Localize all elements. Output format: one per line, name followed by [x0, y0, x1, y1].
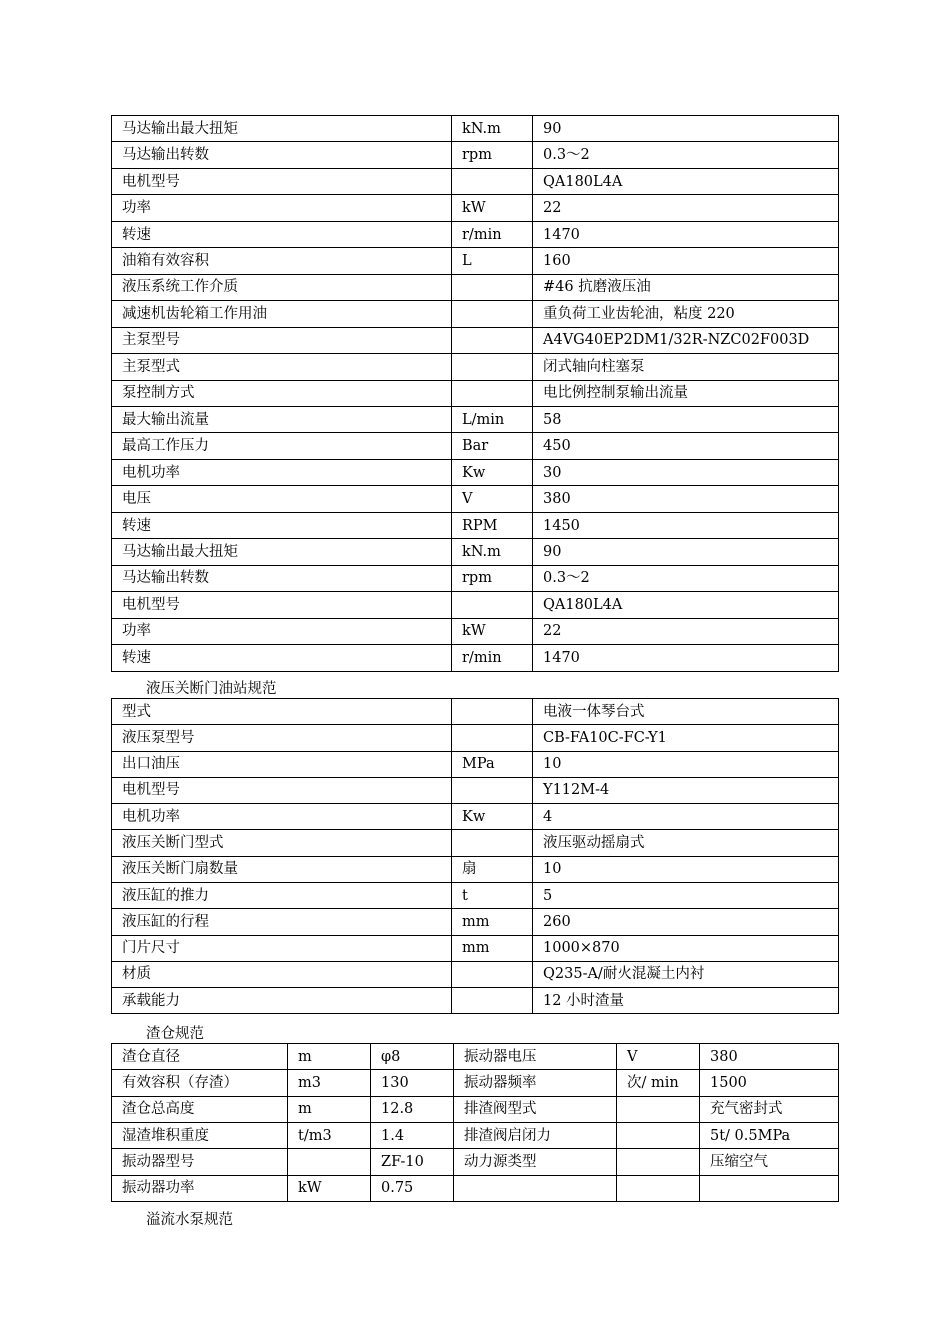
- param-name-cell: 振动器功率: [112, 1175, 288, 1201]
- unit-cell: Bar: [452, 433, 533, 459]
- param-name-cell: 最高工作压力: [112, 433, 452, 459]
- motor-pump-spec-table: [111, 115, 839, 672]
- unit-cell: Kw: [452, 804, 533, 830]
- value-cell: 重负荷工业齿轮油，粘度 220: [533, 301, 839, 327]
- param-name-cell: 功率: [112, 618, 452, 644]
- value-cell: Y112M-4: [533, 777, 839, 803]
- param-name-cell: 振动器电压: [454, 1044, 617, 1070]
- value-cell: φ8: [371, 1044, 454, 1070]
- param-name-cell: 湿渣堆积重度: [112, 1122, 288, 1148]
- unit-cell: [452, 777, 533, 803]
- value-cell: 1500: [700, 1070, 839, 1096]
- unit-cell: t/m3: [288, 1122, 371, 1148]
- unit-cell: m: [288, 1096, 371, 1122]
- unit-cell: [617, 1149, 700, 1175]
- table-row: [112, 1122, 839, 1148]
- value-cell: 1470: [533, 221, 839, 247]
- value-cell: 58: [533, 406, 839, 432]
- unit-cell: rpm: [452, 565, 533, 591]
- value-cell: 90: [533, 116, 839, 142]
- value-cell: 130: [371, 1070, 454, 1096]
- unit-cell: V: [617, 1044, 700, 1070]
- unit-cell: [617, 1175, 700, 1201]
- unit-cell: m3: [288, 1070, 371, 1096]
- unit-cell: kN.m: [452, 539, 533, 565]
- table-row: [112, 988, 839, 1014]
- hydraulic-shutoff-door-oil-station-caption: 液压关断门油站规范: [146, 681, 277, 697]
- param-name-cell: [454, 1175, 617, 1201]
- value-cell: 22: [533, 195, 839, 221]
- value-cell: 12.8: [371, 1096, 454, 1122]
- table-row: [112, 248, 839, 274]
- value-cell: CB-FA10C-FC-Y1: [533, 725, 839, 751]
- unit-cell: 扇: [452, 856, 533, 882]
- value-cell: ZF-10: [371, 1149, 454, 1175]
- slag-bin-spec-caption: 渣仓规范: [146, 1026, 204, 1042]
- table-row: [112, 539, 839, 565]
- value-cell: Q235-A/耐火混凝土内衬: [533, 961, 839, 987]
- value-cell: 4: [533, 804, 839, 830]
- unit-cell: [452, 327, 533, 353]
- unit-cell: t: [452, 882, 533, 908]
- param-name-cell: 型式: [112, 699, 452, 725]
- param-name-cell: 转速: [112, 512, 452, 538]
- table-row: [112, 935, 839, 961]
- param-name-cell: 电机功率: [112, 459, 452, 485]
- table-row: [112, 777, 839, 803]
- param-name-cell: 有效容积（存渣）: [112, 1070, 288, 1096]
- param-name-cell: 马达输出转数: [112, 565, 452, 591]
- value-cell: QA180L4A: [533, 592, 839, 618]
- unit-cell: MPa: [452, 751, 533, 777]
- unit-cell: rpm: [452, 142, 533, 168]
- table-row: [112, 512, 839, 538]
- param-name-cell: 液压缸的推力: [112, 882, 452, 908]
- param-name-cell: 材质: [112, 961, 452, 987]
- hydraulic-shutoff-door-spec-table: [111, 698, 839, 1014]
- table-row: [112, 882, 839, 908]
- param-name-cell: 马达输出最大扭矩: [112, 539, 452, 565]
- unit-cell: Kw: [452, 459, 533, 485]
- param-name-cell: 液压关断门扇数量: [112, 856, 452, 882]
- value-cell: #46 抗磨液压油: [533, 274, 839, 300]
- param-name-cell: 动力源类型: [454, 1149, 617, 1175]
- table-row: [112, 592, 839, 618]
- param-name-cell: 排渣阀型式: [454, 1096, 617, 1122]
- value-cell: 0.3～2: [533, 142, 839, 168]
- value-cell: 260: [533, 909, 839, 935]
- table-row: [112, 195, 839, 221]
- value-cell: 0.75: [371, 1175, 454, 1201]
- value-cell: 电比例控制泵输出流量: [533, 380, 839, 406]
- table-row: [112, 380, 839, 406]
- value-cell: 闭式轴向柱塞泵: [533, 354, 839, 380]
- unit-cell: [617, 1122, 700, 1148]
- value-cell: QA180L4A: [533, 168, 839, 194]
- value-cell: 380: [533, 486, 839, 512]
- unit-cell: L/min: [452, 406, 533, 432]
- param-name-cell: 电机型号: [112, 592, 452, 618]
- unit-cell: [288, 1149, 371, 1175]
- param-name-cell: 渣仓直径: [112, 1044, 288, 1070]
- param-name-cell: 排渣阀启闭力: [454, 1122, 617, 1148]
- table-row: [112, 486, 839, 512]
- table-row: [112, 725, 839, 751]
- table-row: [112, 433, 839, 459]
- overflow-water-pump-spec-caption: 溢流水泵规范: [146, 1212, 233, 1228]
- unit-cell: r/min: [452, 645, 533, 671]
- table-row: [112, 1149, 839, 1175]
- unit-cell: [452, 592, 533, 618]
- unit-cell: mm: [452, 909, 533, 935]
- table-row: [112, 1044, 839, 1070]
- value-cell: 1450: [533, 512, 839, 538]
- table-row: [112, 618, 839, 644]
- table-row: [112, 274, 839, 300]
- value-cell: 压缩空气: [700, 1149, 839, 1175]
- table-row: [112, 406, 839, 432]
- param-name-cell: 转速: [112, 221, 452, 247]
- table-row: [112, 961, 839, 987]
- param-name-cell: 电机功率: [112, 804, 452, 830]
- unit-cell: [452, 168, 533, 194]
- unit-cell: [617, 1096, 700, 1122]
- param-name-cell: 振动器频率: [454, 1070, 617, 1096]
- unit-cell: kW: [288, 1175, 371, 1201]
- unit-cell: [452, 725, 533, 751]
- param-name-cell: 液压泵型号: [112, 725, 452, 751]
- table-row: [112, 168, 839, 194]
- unit-cell: [452, 961, 533, 987]
- table-row: [112, 116, 839, 142]
- param-name-cell: 泵控制方式: [112, 380, 452, 406]
- table-row: [112, 751, 839, 777]
- unit-cell: kW: [452, 195, 533, 221]
- unit-cell: [452, 988, 533, 1014]
- value-cell: 1.4: [371, 1122, 454, 1148]
- param-name-cell: 振动器型号: [112, 1149, 288, 1175]
- unit-cell: L: [452, 248, 533, 274]
- table-row: [112, 221, 839, 247]
- param-name-cell: 电机型号: [112, 168, 452, 194]
- unit-cell: [452, 699, 533, 725]
- table-row: [112, 909, 839, 935]
- unit-cell: kW: [452, 618, 533, 644]
- param-name-cell: 功率: [112, 195, 452, 221]
- value-cell: 10: [533, 751, 839, 777]
- param-name-cell: 出口油压: [112, 751, 452, 777]
- value-cell: 90: [533, 539, 839, 565]
- unit-cell: mm: [452, 935, 533, 961]
- param-name-cell: 马达输出最大扭矩: [112, 116, 452, 142]
- value-cell: 5: [533, 882, 839, 908]
- table-row: [112, 327, 839, 353]
- value-cell: 160: [533, 248, 839, 274]
- unit-cell: kN.m: [452, 116, 533, 142]
- unit-cell: V: [452, 486, 533, 512]
- value-cell: 0.3～2: [533, 565, 839, 591]
- value-cell: 450: [533, 433, 839, 459]
- param-name-cell: 门片尺寸: [112, 935, 452, 961]
- param-name-cell: 最大输出流量: [112, 406, 452, 432]
- param-name-cell: 电压: [112, 486, 452, 512]
- param-name-cell: 转速: [112, 645, 452, 671]
- value-cell: 12 小时渣量: [533, 988, 839, 1014]
- param-name-cell: 马达输出转数: [112, 142, 452, 168]
- unit-cell: [452, 301, 533, 327]
- param-name-cell: 减速机齿轮箱工作用油: [112, 301, 452, 327]
- unit-cell: r/min: [452, 221, 533, 247]
- value-cell: 1000×870: [533, 935, 839, 961]
- unit-cell: RPM: [452, 512, 533, 538]
- table-row: [112, 645, 839, 671]
- table-row: [112, 354, 839, 380]
- value-cell: 5t/ 0.5MPa: [700, 1122, 839, 1148]
- value-cell: 22: [533, 618, 839, 644]
- param-name-cell: 渣仓总高度: [112, 1096, 288, 1122]
- table-row: [112, 804, 839, 830]
- param-name-cell: 液压系统工作介质: [112, 274, 452, 300]
- unit-cell: m: [288, 1044, 371, 1070]
- table-row: [112, 1070, 839, 1096]
- unit-cell: [452, 830, 533, 856]
- table-row: [112, 565, 839, 591]
- value-cell: 充气密封式: [700, 1096, 839, 1122]
- unit-cell: [452, 274, 533, 300]
- value-cell: [700, 1175, 839, 1201]
- unit-cell: [452, 354, 533, 380]
- value-cell: 10: [533, 856, 839, 882]
- value-cell: 液压驱动摇扇式: [533, 830, 839, 856]
- unit-cell: 次/ min: [617, 1070, 700, 1096]
- param-name-cell: 主泵型号: [112, 327, 452, 353]
- param-name-cell: 油箱有效容积: [112, 248, 452, 274]
- value-cell: 30: [533, 459, 839, 485]
- value-cell: 380: [700, 1044, 839, 1070]
- param-name-cell: 承载能力: [112, 988, 452, 1014]
- table-row: [112, 856, 839, 882]
- param-name-cell: 液压关断门型式: [112, 830, 452, 856]
- unit-cell: [452, 380, 533, 406]
- value-cell: 1470: [533, 645, 839, 671]
- table-row: [112, 1096, 839, 1122]
- param-name-cell: 主泵型式: [112, 354, 452, 380]
- table-row: [112, 1175, 839, 1201]
- table-row: [112, 830, 839, 856]
- value-cell: A4VG40EP2DM1/32R-NZC02F003D: [533, 327, 839, 353]
- table-row: [112, 301, 839, 327]
- param-name-cell: 电机型号: [112, 777, 452, 803]
- param-name-cell: 液压缸的行程: [112, 909, 452, 935]
- slag-bin-spec-table: [111, 1043, 839, 1202]
- value-cell: 电液一体琴台式: [533, 699, 839, 725]
- table-row: [112, 699, 839, 725]
- table-row: [112, 459, 839, 485]
- table-row: [112, 142, 839, 168]
